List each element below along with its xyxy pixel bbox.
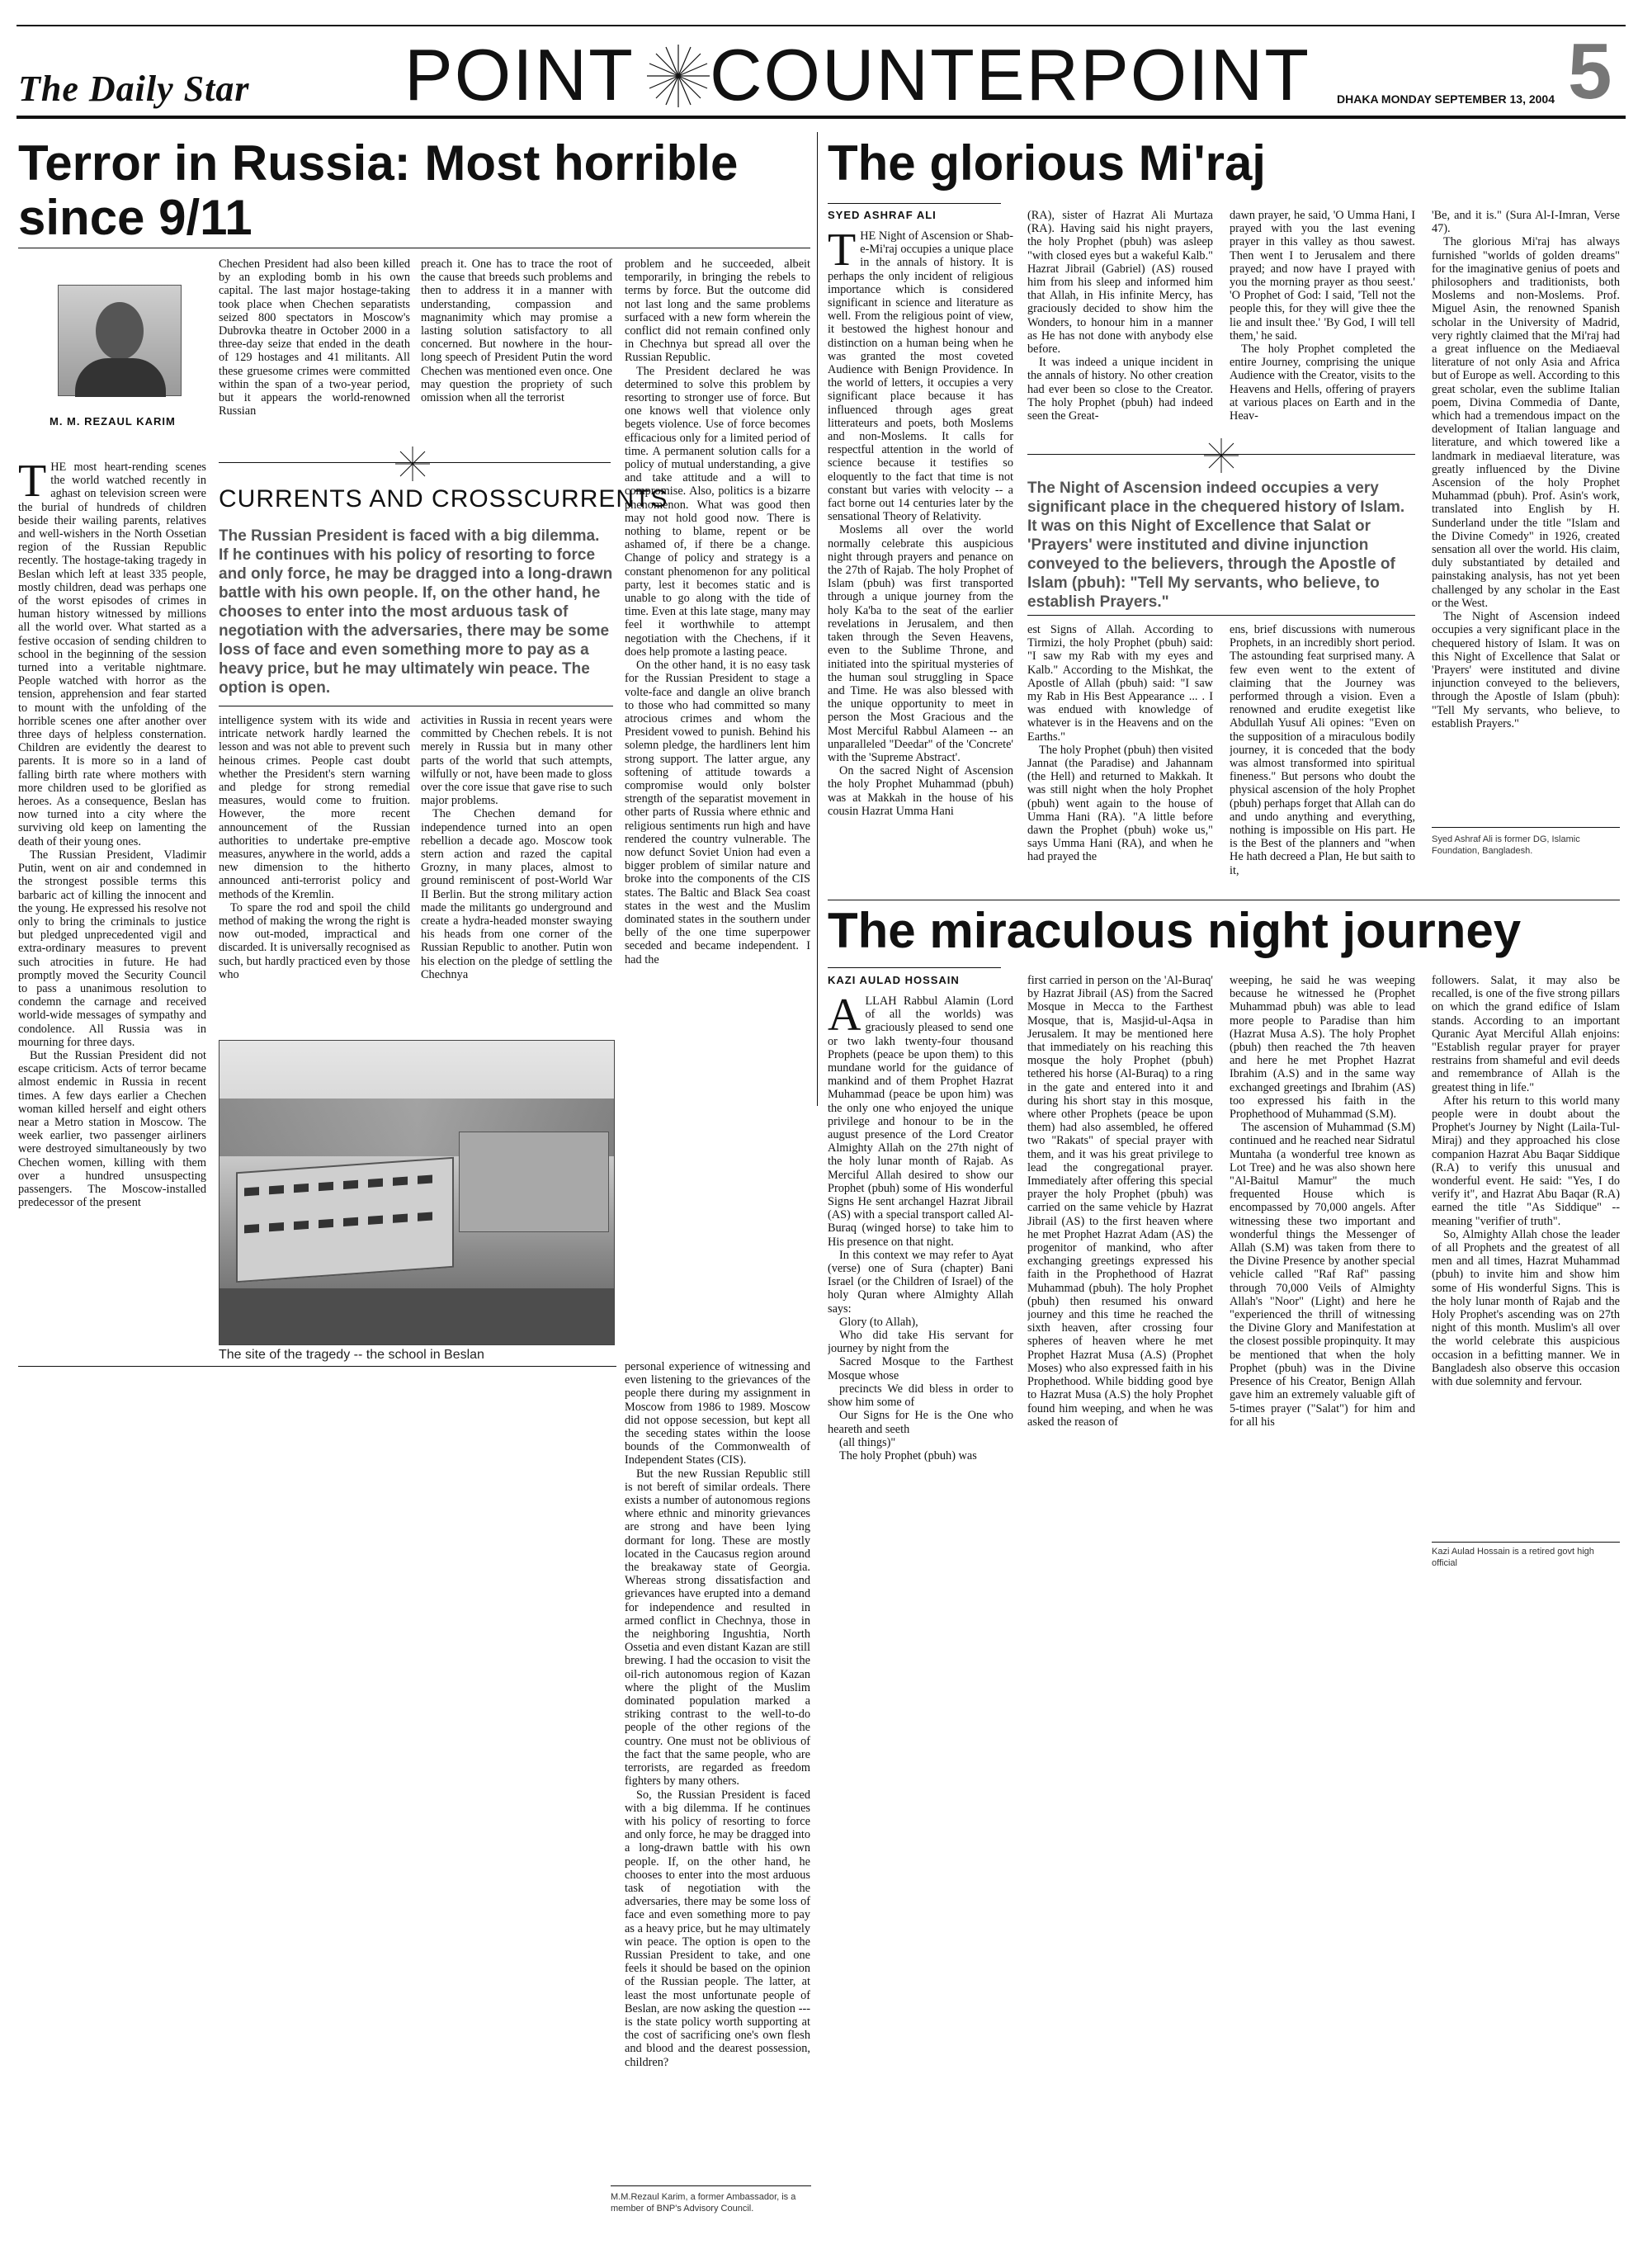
article2-author-note: Syed Ashraf Ali is former DG, Islamic Foundation, Bangladesh. (1432, 834, 1580, 856)
byline-rule (828, 203, 1001, 204)
paragraph: LLAH Rabbul Alamin (Lord of all the worlds) was graciously pleased to send one or two lakh twenty-four thousand Prophets (peace be upon them) to this mundane world for the guidance of mankind and of them Prophet Hazrat Muhammad (peace be upon him) was the only one who enjoyed the unique privilege and honour to be in the august presence of the Lord Creator Almighty Allah on the 27th night of the holy lunar month of Rajab. As Merciful Allah desired to show our Prophet (pbuh) some of His wonderful Signs He sent archangel Hazrat Jibrail (AS) with a special transport called Al-Buraq (winged horse) to take him to His presence on that night. (828, 995, 1013, 1249)
paragraph: In this context we may refer to Ayat (verse) one of Sura (chapter) Bani Israel (or the Children of Israel) of the holy Quran where Almighty Allah says: (828, 1248, 1013, 1316)
paragraph: But the new Russian Republic still is not bereft of similar ordeals. There exists a number of autonomous regions where ethnic and minority grievances are strong and have been lying dormant for long. These are mostly located in the Caucasus region around the breakaway state of Georgia. Whereas strong dissatisfaction and grievances have erupted into a demand for independence and resulted in armed conflict in Chechnya, those in the neighboring Ingushtia, North Ossetia and even distant Kazan are still brewing. I had the occasion to visit the oil-rich autonomous region of Kazan where the plight of the Muslim dominated population marked a striking contrast to the well-to-do people of the other regions of the country. One must not be oblivious of the fact that the same people, who are terrorists, are regarded as freedom fighters by many others. (625, 1467, 810, 1788)
page-number: 5 (1568, 27, 1612, 116)
paragraph: The Chechen demand for independence turned into an open rebellion a decade ago. Moscow took stern action and razed the capital Grozny, in many places, almost to ground reminiscent of post-World War II Berlin. But the strong military action made the militants go underground and create a hydra-headed monster swaying his heads from one corner of the Russian Republic to another. Putin won his election on the pledge of settling the Chechnya (421, 807, 612, 981)
article2-column-1 (828, 229, 1013, 924)
article1-column-2b (219, 714, 410, 1015)
paragraph: Moslems all over the world normally celebrate this auspicious night through prayers and penance on the 27th of Rajab. The holy Prophet of Islam (pbuh) was first transported through a unique journey from the holy Ka'ba to the seat of the earlier revelations in Jerusalem, and then taken through the Seven Heavens, even to the Sublime Throne, and initiated into the spiritual mysteries of the human soul struggling in Space and Time. He was also blessed with the unique opportunity to meet in person the Most Gracious and the Most Merciful Rabbul Alameen -- an unparalleled "Deedar" of the 'Concrete' with the 'Supreme Abstract'. (828, 523, 1013, 764)
article2-column-2 (1027, 209, 1213, 448)
paragraph: preach it. One has to trace the root of the cause that breeds such problems and then to address it in a manner with understanding, compassion and magnanimity which may promise a lasting solution satisfactory to all concerned. But nowhere in the hour-long speech of President Putin the word Chechen was mentioned even once. One may question the propriety of such omission when all the terrorist (421, 258, 612, 405)
column-kicker: CURRENTS AND CROSSCURRENTS (219, 485, 668, 513)
paragraph: weeping, he said he was weeping because he witnessed he (Prophet Muhammad pbuh) was able to lead more people to Paradise than him (Hazrat Musa A.S). The holy Prophet (pbuh) then reached the 7th heaven and here he met Prophet Hazrat Ibrahim (A.S) and in the same way exchanged greetings and Ibrahim (AS) too expressed his faith in the Prophethood of Muhammad (S.M). (1230, 974, 1415, 1122)
starburst-icon (645, 43, 711, 109)
starburst-icon (1203, 437, 1239, 474)
article1-column-4b (625, 1360, 810, 2185)
paragraph: activities in Russia in recent years were committed by Chechen rebels. It is not merely in Russia but in many other parts of the world that such attempts, wilfully or not, have been made to gloss over the core issue that gave rise to such major problems. (421, 714, 612, 808)
article2-headline: The glorious Mi'raj (828, 135, 1266, 191)
article3-column-4 (1432, 974, 1620, 1539)
article2-column-4 (1432, 209, 1620, 824)
paragraph: After his return to this world many people were in doubt about the Prophet's Journey by Night (Laila-Tul-Miraj) and they approached his close companion Hazrat Abu Baqar Siddique (R.A) to verify this unusual and wonderful event. He said: "Yes, I do verify it", and Hazrat Abu Baqar (R.A) earned the title "As Siddique" -- meaning "verifier of truth". (1432, 1094, 1620, 1228)
pull-rule-bottom (1027, 615, 1415, 616)
paragraph: personal experience of witnessing and even listening to the grievances of the people there during my assignment in Moscow from 1986 to 1989. Moscow did not oppose secession, but kept all the seceding states within the loose bounds of the Commonwealth of Independent States (CIS). (625, 1360, 810, 1467)
article2-column-3 (1230, 209, 1415, 448)
section-title-counterpoint: COUNTERPOINT (710, 34, 1310, 116)
paragraph: HE Night of Ascension or Shab-e-Mi'raj occupies a unique place in the annals of history. It is perhaps the only incident of religious importance which is considered significant in science and literature as well. From the religious point of view, it bestowed the highest honour and distinction on a human being when he was granted the most coveted Audience with Benign Providence. In the world of letters, it occupies a very significant place because it has influenced through ages great litterateurs and poets, both Moslems and non-Moslems. It calls for respectful attention in the world of science because it testifies so eloquently to the fact that time is not constant but varies with velocity -- a fact borne out 14 centuries later by the sensational Theory of Relativity. (828, 229, 1013, 524)
paragraph: dawn prayer, he said, 'O Umma Hani, I prayed with you the last evening prayer in this valley as thou sawest. Then went I to Jerusalem and there prayed; and now have I prayed with you the morning prayer as thou seest.' 'O Prophet of God: I said, 'Tell not the people this, for they will give thee the lie and insult thee.' 'By God, I will tell them,' he said. (1230, 209, 1415, 343)
note-rule (611, 2185, 811, 2186)
paragraph: (RA), sister of Hazrat Ali Murtaza (RA). Having said his night prayers, the holy Prophet (pbuh) was asleep "with closed eyes but a wakeful Kalb." Hazrat Jibrail (Gabriel) (AS) roused him from his sleep and informed him that Allah, in His infinite Mercy, has graciously decided to show him the Wonders, to honour him in a manner as He has not done with anybody else before. (1027, 209, 1213, 357)
paragraph: first carried in person on the 'Al-Buraq' by Hazrat Jibrail (AS) from the Sacred Mosque in Mecca to the Farthest Mosque, that is, Masjid-ul-Aqsa in Jerusalem. It may be mentioned here that immediately on his reaching this mosque the holy Prophet (pbuh) tethered his horse (Al-Buraq) to a ring in the gate and entered into it and during his short stay in this mosque, where other Prophets (peace be upon them) had also assembled, he offered two "Rakats" of special prayer with them, and it was his great privilege to lead the congregational prayer. Immediately after offering this special prayer the holy Prophet (pbuh) was carried on the same vehicle by Hazrat Jibrail (AS) to the first heaven where he met Prophet Hazrat Adam (AS) the progenitor of mankind, who after exchanging greetings expressed his faith in the Prophethood of Hazrat Muhammad (pbuh). The holy Prophet (pbuh) then resumed his onward journey and this time he reached the sixth heaven, after crossing four spheres of heaven where he met Prophet Hazrat Musa (A.S) (Prophet Moses) who also expressed faith in his Prophethood. While bidding good bye to Hazrat Musa (A.S) the holy Prophet found him weeping, and when he was asked the reason of (1027, 974, 1213, 1429)
paragraph: ens, brief discussions with numerous Prophets, in an incredibly short period. The astounding feat surprised many. A few even went to the extent of claiming that the Journey was performed through a vision. Even a renowned and erudite exegetist like Abdullah Yusuf Ali opines: "Even on the supposition of a miraculous bodily journey, it is conceded that the body was almost transformed into spiritual fineness." But persons who doubt the physical ascension of the holy Prophet (pbuh) perhaps forget that Allah can do and undo anything and everything, nothing is impossible on His part. He is the Best of the planners and "when He hath decreed a Plan, He but saith to it, (1230, 623, 1415, 877)
article3-column-2 (1027, 974, 1213, 1576)
paragraph: On the sacred Night of Ascension the holy Prophet Muhammad (pbuh) was at Makkah in the house of his cousin Hazrat Umma Hani (828, 764, 1013, 818)
article1-column-1 (18, 461, 206, 1331)
author-photo (58, 285, 182, 396)
note-rule (1432, 827, 1620, 828)
section-title-point: POINT (404, 34, 635, 116)
article3-column-1 (828, 995, 1013, 1576)
article3-author-note: Kazi Aulad Hossain is a retired govt high official (1432, 1547, 1594, 1568)
note-rule (1432, 1542, 1620, 1543)
paragraph: HE most heart-rending scenes the world watched recently in aghast on television screen were the burial of hundreds of children beside their wailing parents, relatives and well-wishers in the North Ossetian region of the Russian Republic recently. The hostage-taking tragedy in Beslan which left at least 335 people, mostly children, dead was perhaps one of the worst episodes of crimes in human history witnessed by millions all the world over. What started as a festive occasion of sending children to school in the beginning of the session turned into a veritable nightmare. People watched with horror as the tension, apprehension and fear started to mount with the unfolding of the horrible scenes one after another over three days of helpless consternation. Children are evidently the dearest to parents. It is more so in a land of falling birth rate where mothers with more children used to be glorified as heroes. As a consequence, Beslan has now turned into a city where the surviving old keep on lamenting the death of their young ones. (18, 461, 206, 848)
verse-line: precincts We did bless in order to show him some of (828, 1382, 1013, 1410)
paragraph: The President declared he was determined to solve this problem by resorting to stronger use of force. But one knows well that violence only begets violence. Use of force becomes efficacious only for a limited period of time. A permanent solution calls for a policy of mutual understanding, a give and take attitude and a will to compromise. Also, politics is a bizarre phenomenon. What was good then may not hold good now. There is nothing to blame, repent or be ashamed of, if there be a change. Change of policy and strategy is a constant phenomenon for any political party, lest it becomes static and is unable to go along with the tide of time. Even at this late stage, many may feel it worthwhile to attempt negotiation with the Chechens, if it does help promote a lasting peace. (625, 364, 810, 659)
paragraph: followers. Salat, it may also be recalled, is one of the five strong pillars on which the grand edifice of Islam stands. According to an important Quranic Ayat Merciful Allah enjoins: "Establish regular prayer for prayer restrains from shameful and evil deeds and remembrance of Allah is the greatest thing in life." (1432, 974, 1620, 1094)
paragraph: est Signs of Allah. According to Tirmizi, the holy Prophet (pbuh) said: "I saw my Rab with my eyes and Kalb." According to the Mishkat, the Apostle of Allah (pbuh) said: "I saw my Rab in His Best Appearance ... . I was endued with knowledge of whatever is in the Heavens and on the Earths." (1027, 623, 1213, 744)
paragraph: On the other hand, it is no easy task for the Russian President to stage a volte-face and dangle an olive branch to those who had committed so many atrocious crimes and whom the President vowed to punish. Behind his solemn pledge, the hardliners lent him strong support. The latter argue, any softening of attitude towards a compromise would only bolster strength of the separatist movement in other parts of Russia where ethnic and religious sentiments run high and have rendered the country vulnerable. The now defunct Soviet Union had even a bigger problem of similar nature and broke into the components of the CIS states. The Baltic and Black Sea coast states in the west and the Muslim dominated states in the southern under belly of the one time superpower seceded and became independent. I had the (625, 659, 810, 966)
paragraph: It was indeed a unique incident in the annals of history. No other creation had ever been so close to the Creator. The holy Prophet (pbuh) had indeed seen the Great- (1027, 356, 1213, 423)
verse-line: Our Signs for He is the One who heareth and seeth (828, 1409, 1013, 1436)
verse-line: (all things)" (839, 1435, 896, 1449)
paragraph: problem and he succeeded, albeit temporarily, in bringing the rebels to terms by force. But the outcome did not last long and the same problems surfaced with a new form wherein the conflict did not remain confined only in Chechnya but spread all over the Russian Republic. (625, 258, 810, 365)
paragraph: The ascension of Muhammad (S.M) continued and he reached near Sidratul Muntaha (a wonderful tree known as Lot Tree) and he was also shown here "Al-Baitul Mamur" the much frequented House which is encompassed by 70,000 angels. After witnessing these two important and wonderful things the Messenger of Allah (S.M) was taken from there to the Divine Presence by another special vehicle called "Raf Raf" passing through 70,000 Veils of Almighty Allah's "Noor" (Light) and here he "experienced the thrill of witnessing the Divine Glory and Manifestation at the closest possible propinquity. It may be mentioned that when the holy Prophet (pbuh) was in the Divine Presence of his Creator, Benign Allah gave him an extremely valuable gift of 5-times prayer ("Salat") for him and for all his (1230, 1121, 1415, 1429)
paragraph: To spare the rod and spoil the child method of making the wrong the right is now out-moded, impractical and discarded. It is universally recognised as such, but hardly practiced even by those who (219, 900, 410, 981)
article2-byline: SYED ASHRAF ALI (828, 209, 937, 221)
article1-column-3b (421, 714, 612, 1015)
paragraph: The holy Prophet (pbuh) was (839, 1448, 977, 1462)
article1-pull-quote: The Russian President is faced with a big dilemma. If he continues with his policy of resorting to force and only force, he may be dragged into a long-drawn battle with his own people. If, on the other hand, he chooses to enter into the most arduous task of negotiation with the adversaries, there may be some loss of face and even something more to pay as a heavy price, but he may ultimately win peace. The option is open. (219, 527, 613, 697)
dropcap: A (828, 995, 861, 1041)
pull-rule-top (1027, 454, 1415, 455)
paragraph: The Night of Ascension indeed occupies a very significant place in the chequered history of Islam. It was on this Night of Excellence that Salat or 'Prayers' were instituted and divine injunction conveyed to the believers, through the Apostle of Islam (pbuh): "Tell My servants, who believe, to establish Prayers." (1432, 610, 1620, 730)
article2-column-3b (1230, 623, 1415, 924)
dropcap: T (18, 461, 47, 507)
paragraph: The holy Prophet completed the entire Journey, comprising the unique Audience with the Creator, visits to the Heavens and Hells, offering of prayers at various places on Earth and in the Heav- (1230, 343, 1415, 423)
article1-column-3 (421, 258, 612, 423)
top-rule (17, 25, 1626, 26)
article1-byline: M. M. REZAUL KARIM (50, 415, 176, 428)
column-divider (817, 132, 818, 1106)
article1-column-4 (625, 258, 810, 1180)
caption-rule (18, 1366, 616, 1367)
article2-column-2b (1027, 623, 1213, 924)
article2-pull-quote: The Night of Ascension indeed occupies a very significant place in the chequered history of Islam. It was on this Night of Excellence that Salat or 'Prayers' were instituted and divine injunction conveyed to the believers, through the Apostle of Islam (pbuh): "Tell My servants, who believe, to establish Prayers." (1027, 480, 1405, 611)
article1-column-2 (219, 258, 410, 423)
paragraph: The Russian President, Vladimir Putin, went on air and condemned in the strongest possible terms this barbaric act of killing the innocent and the young. He expressed his resolve not only to bring the criminals to justice but pledged unprecedented vigil and extra-ordinary measures to prevent such atrocities in future. He had promptly moved the Security Council to pass a unanimous resolution to condemn the carnage and received world-wide messages of sympathy and condolence. All Russia was in mourning for three days. (18, 848, 206, 1049)
dateline: DHAKA MONDAY SEPTEMBER 13, 2004 (1337, 92, 1555, 106)
paragraph: 'Be, and it is." (Sura Al-I-Imran, Verse 47). (1432, 209, 1620, 236)
verse-line: Glory (to Allah), (839, 1315, 918, 1329)
newspaper-logo: The Daily Star (18, 69, 250, 109)
photo-caption: The site of the tragedy -- the school in Beslan (219, 1348, 484, 1362)
article3-byline: KAZI AULAD HOSSAIN (828, 974, 960, 986)
paragraph: intelligence system with its wide and intricate network hardly learned the lesson and was not able to prevent such heinous crimes. People cast doubt whether the President's stern warning and pledge for strong remedial measures, would come to fruition. However, the more recent announcement of the Russian authorities to undertake pre-emptive measures, anywhere in the world, adds a new dimension to the hitherto announced anti-terrorist policy and methods of the Kremlin. (219, 714, 410, 901)
dropcap: T (828, 229, 857, 276)
verse-line: Sacred Mosque to the Farthest Mosque whose (828, 1355, 1013, 1382)
verse-line: Who did take His servant for journey by night from the (828, 1329, 1013, 1356)
beslan-school-photo (219, 1040, 615, 1345)
byline-rule (828, 967, 1001, 968)
paragraph: So, Almighty Allah chose the leader of all Prophets and the greatest of all men and all times, Hazrat Muhammad (pbuh) to invite him and show him some of His wonderful Signs. This is the holy lunar month of Rajab and the Holy Prophet's ascending was on 27th night of this month. Muslim's all over the world celebrate this auspicious occasion in a befitting manner. We in Bangladesh also observe this occasion with due solemnity and fervour. (1432, 1227, 1620, 1389)
paragraph: So, the Russian President is faced with a big dilemma. If he continues with his policy of resorting to force and only force, he may be dragged into a long-drawn battle with his own people. If, on the other hand, he chooses to enter into the most arduous task of negotiation with the adversaries, there may be some loss of face and even something more to pay as a heavy price, but he may ultimately win peace. The option is open to the Russian President to take, and one feels it should be based on the opinion of the Russian people. The latter, at least the most unfortunate people of Beslan, are now asking the question --- is the state policy worth supporting at the cost of sacrificing one's own flesh and blood and the dearest possession, children? (625, 1788, 810, 2069)
article1-author-note: M.M.Rezaul Karim, a former Ambassador, is a member of BNP's Advisory Council. (611, 2192, 796, 2214)
starburst-icon (394, 446, 431, 482)
paragraph: Chechen President had also been killed by an exploding bomb in his own capital. The last major hostage-taking took place when Chechen separatists seized 800 spectators in Moscow's Dubrovka theatre in October 2000 in a three-day seize that ended in the death of 129 hostages and 41 militants. All these gruesome crimes were committed within the span of a two-year period, but it appears the world-renowned Russian (219, 258, 410, 418)
paragraph: The glorious Mi'raj has always furnished "worlds of golden dreams" for the imaginative genius of poets and philosophers and traditionists, both Moslems and non-Moslems. Prof. Miguel Asin, the renowned Spanish scholar in the University of Madrid, very rightly claimed that the Mi'raj had a great influence on the Mediaeval literature of not only Asia and Africa but of Europe as well. According to this great scholar, even the sublime Italian poem, Divina Commedia of Dante, which had a tremendous impact on the development of Italian language and literature, and which towered like a landmark in mediaeval literature, was greatly influenced by the Divine Ascension of the holy Prophet Muhammad (pbuh). Prof. Asin's work, translated into English by H. Sunderland under the title "Islam and the Divine Comedy" in 1926, created sensation all over the world. His claim, duly substantiated by detailed and painstaking analysis, has not yet been challenged by any scholar in the East or the West. (1432, 235, 1620, 610)
article1-headline: Terror in Russia: Most horrible since 9/11 (18, 135, 739, 245)
article3-column-3 (1230, 974, 1415, 1576)
paragraph: The holy Prophet (pbuh) then visited Jannat (the Paradise) and Jahannam (the Hell) and returned to Makkah. It was still night when the holy Prophet (pbuh) went again to the house of Umma Hani (RA). "A little before dawn the Prophet (pbuh) woke us," says Umma Hani (RA), and when he had prayed the (1027, 743, 1213, 864)
article3-headline: The miraculous night journey (828, 903, 1522, 958)
masthead-rule (17, 116, 1626, 119)
kicker-rule (219, 462, 611, 463)
paragraph: But the Russian President did not escape criticism. Acts of terror became almost endemic in Russia in recent times. A few days earlier a Chechen woman killed herself and eight others near a Metro station in Moscow. The week earlier, two passenger airliners were destroyed simultaneously by two Chechen women, killing with them over a hundred unsuspecting passengers. The Moscow-installed predecessor of the present (18, 1048, 206, 1210)
